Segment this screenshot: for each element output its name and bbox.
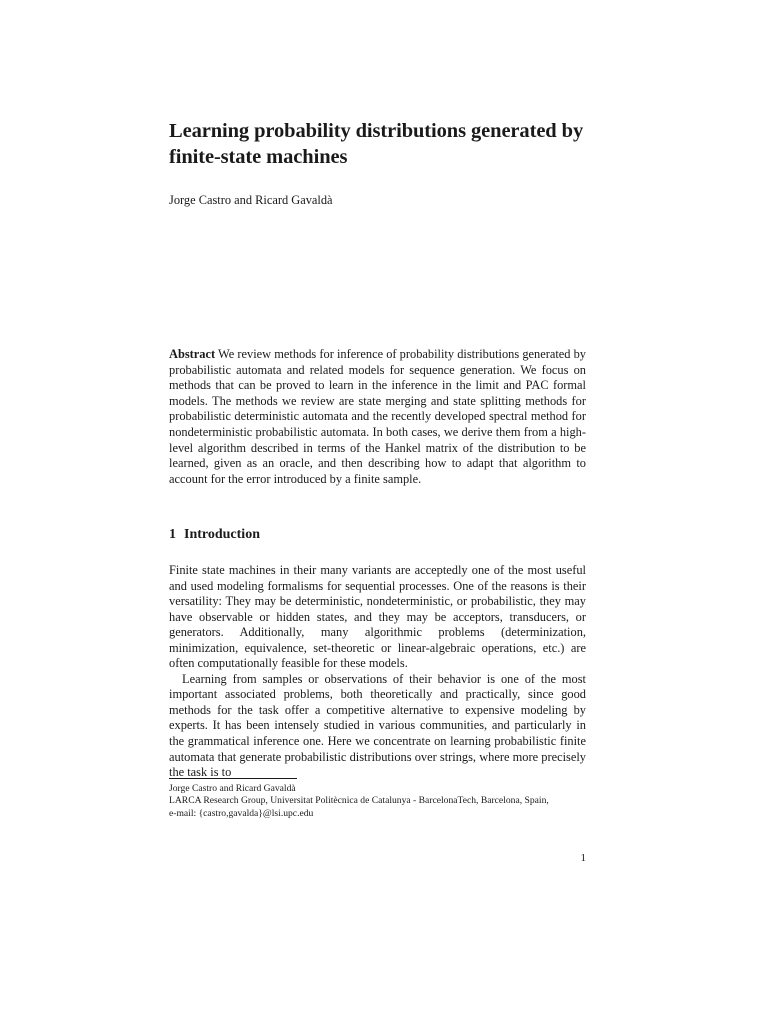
footnote xyxy=(169,783,599,820)
section-title: Introduction xyxy=(184,527,260,542)
paper-authors: Jorge Castro and Ricard Gavaldà xyxy=(169,193,333,207)
footnote-line: LARCA Research Group, Universitat Politècnica de Catalunya - BarcelonaTech, Barcelona, Spain, xyxy=(169,795,549,807)
footnote-line: Jorge Castro and Ricard Gavaldà xyxy=(169,783,296,794)
page-number: 1 xyxy=(580,852,586,864)
footnote-email: e-mail: {castro,gavalda}@lsi.upc.edu xyxy=(169,807,314,819)
section-number: 1 xyxy=(169,527,176,542)
abstract-label: Abstract xyxy=(169,347,216,361)
footnote-divider xyxy=(169,778,297,779)
paper-title: Learning probability distributions generated by finite-state machines xyxy=(169,120,584,168)
abstract-text: We review methods for inference of probability distributions generated by probabilistic automata and related models for sequence generation. We focus on methods that can be proved to learn in the inference in the limit and PAC formal models. The methods we review are state merging and state splitting methods for probabilistic deterministic automata and the recently developed spectral method for nondeterministic probabilistic automata. In both cases, we derive them from a high-level algorithm described in terms of the Hankel matrix of the distribution to be learned, given as an oracle, and then describing how to adapt that algorithm to account for the error introduced by a finite sample. xyxy=(169,347,587,486)
abstract-block xyxy=(169,347,586,487)
section-heading xyxy=(169,526,260,544)
body-paragraph: Learning from samples or observations of their behavior is one of the most important associated problems, both theoretically and practically, since good methods for the task offer a competitive alternative to expensive modeling by experts. It has been intensely studied in various communities, and particularly in the grammatical inference one. Here we concentrate on learning probabilistic finite automata that generate probabilistic distributions over strings, where more precisely the task is to xyxy=(169,671,586,780)
section-body xyxy=(169,563,586,781)
body-paragraph: Finite state machines in their many variants are acceptedly one of the most useful and used modeling formalisms for sequential processes. One of the reasons is their versatility: They may be deterministic, nondeterministic, or probabilistic, they may have observable or hidden states, and they may be acceptors, transducers, or generators. Additionally, many algorithmic problems (determinization, minimization, equivalence, set-theoretic or linear-algebraic operations, etc.) are often computationally feasible for these models. xyxy=(169,563,586,671)
